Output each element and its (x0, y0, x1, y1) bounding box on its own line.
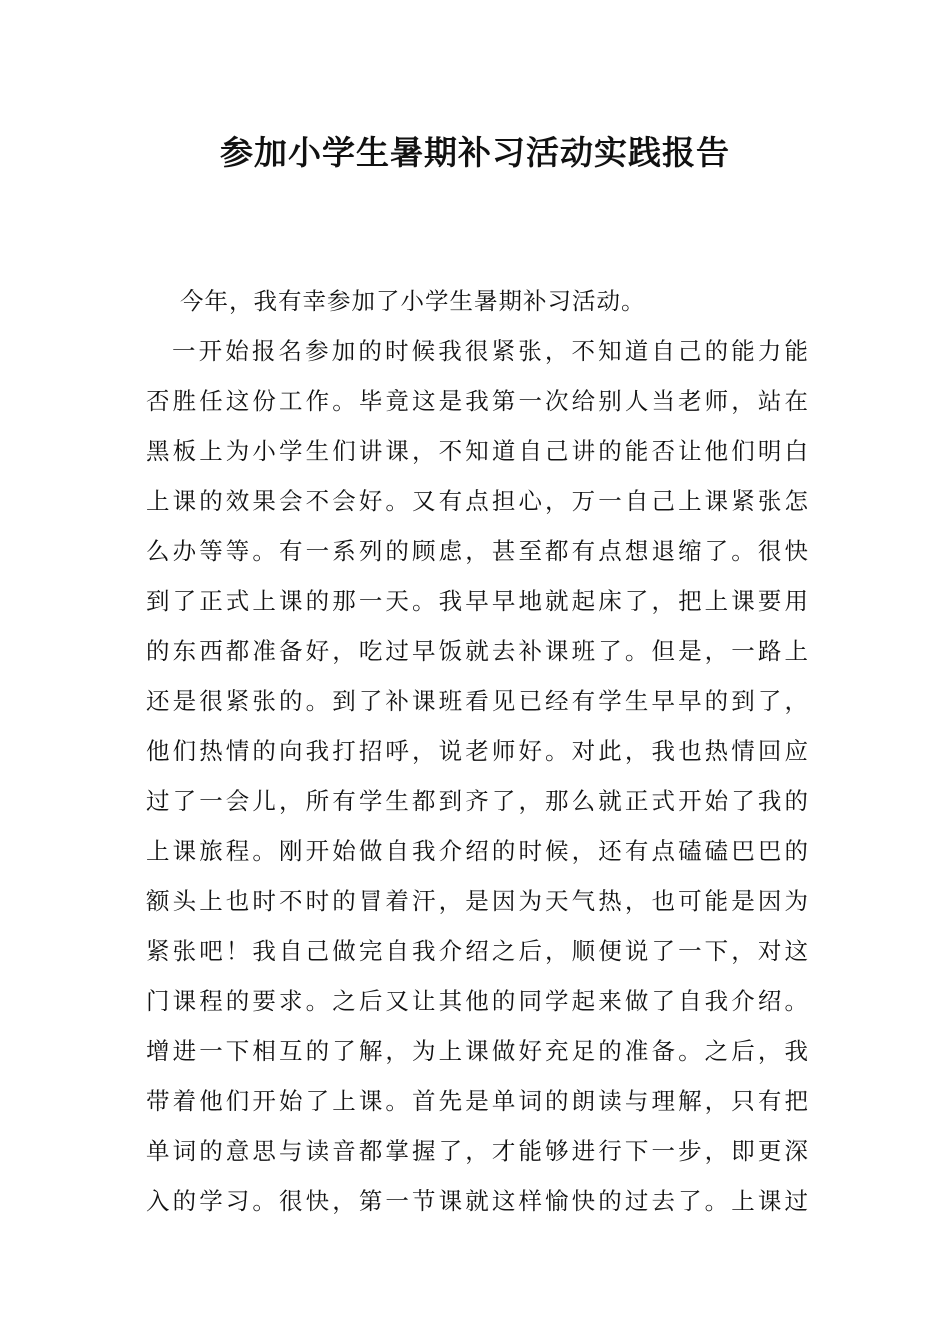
paragraph-line: 上课的效果会不会好。又有点担心，万一自己上课紧张怎 (146, 487, 808, 515)
paragraph-line: 过了一会儿，所有学生都到齐了，那么就正式开始了我的 (146, 787, 808, 815)
paragraph-line: 一开始报名参加的时候我很紧张，不知道自己的能力能 (172, 337, 808, 365)
paragraph-line: 还是很紧张的。到了补课班看见已经有学生早早的到了， (146, 687, 808, 715)
paragraph-line: 今年，我有幸参加了小学生暑期补习活动。 (180, 287, 646, 315)
paragraph-line: 上课旅程。刚开始做自我介绍的时候，还有点磕磕巴巴的 (146, 837, 808, 865)
paragraph-line: 增进一下相互的了解，为上课做好充足的准备。之后，我 (146, 1037, 808, 1065)
paragraph-line: 门课程的要求。之后又让其他的同学起来做了自我介绍。 (146, 987, 808, 1015)
paragraph-line: 么办等等。有一系列的顾虑，甚至都有点想退缩了。很快 (146, 537, 808, 565)
paragraph-line: 紧张吧！我自己做完自我介绍之后，顺便说了一下，对这 (146, 937, 808, 965)
paragraph-line: 带着他们开始了上课。首先是单词的朗读与理解，只有把 (146, 1087, 808, 1115)
paragraph-line: 的东西都准备好，吃过早饭就去补课班了。但是，一路上 (146, 637, 808, 665)
document-body (146, 276, 808, 1226)
paragraph-line: 他们热情的向我打招呼，说老师好。对此，我也热情回应 (146, 737, 808, 765)
paragraph-line: 否胜任这份工作。毕竟这是我第一次给别人当老师，站在 (146, 387, 808, 415)
paragraph-line: 单词的意思与读音都掌握了，才能够进行下一步，即更深 (146, 1137, 808, 1165)
paragraph-line: 入的学习。很快，第一节课就这样愉快的过去了。上课过 (146, 1187, 808, 1215)
paragraph-line: 到了正式上课的那一天。我早早地就起床了，把上课要用 (146, 587, 808, 615)
paragraph-line: 额头上也时不时的冒着汗，是因为天气热，也可能是因为 (146, 887, 808, 915)
paragraph-line: 黑板上为小学生们讲课，不知道自己讲的能否让他们明白 (146, 437, 808, 465)
document-title: 参加小学生暑期补习活动实践报告 (220, 133, 730, 172)
